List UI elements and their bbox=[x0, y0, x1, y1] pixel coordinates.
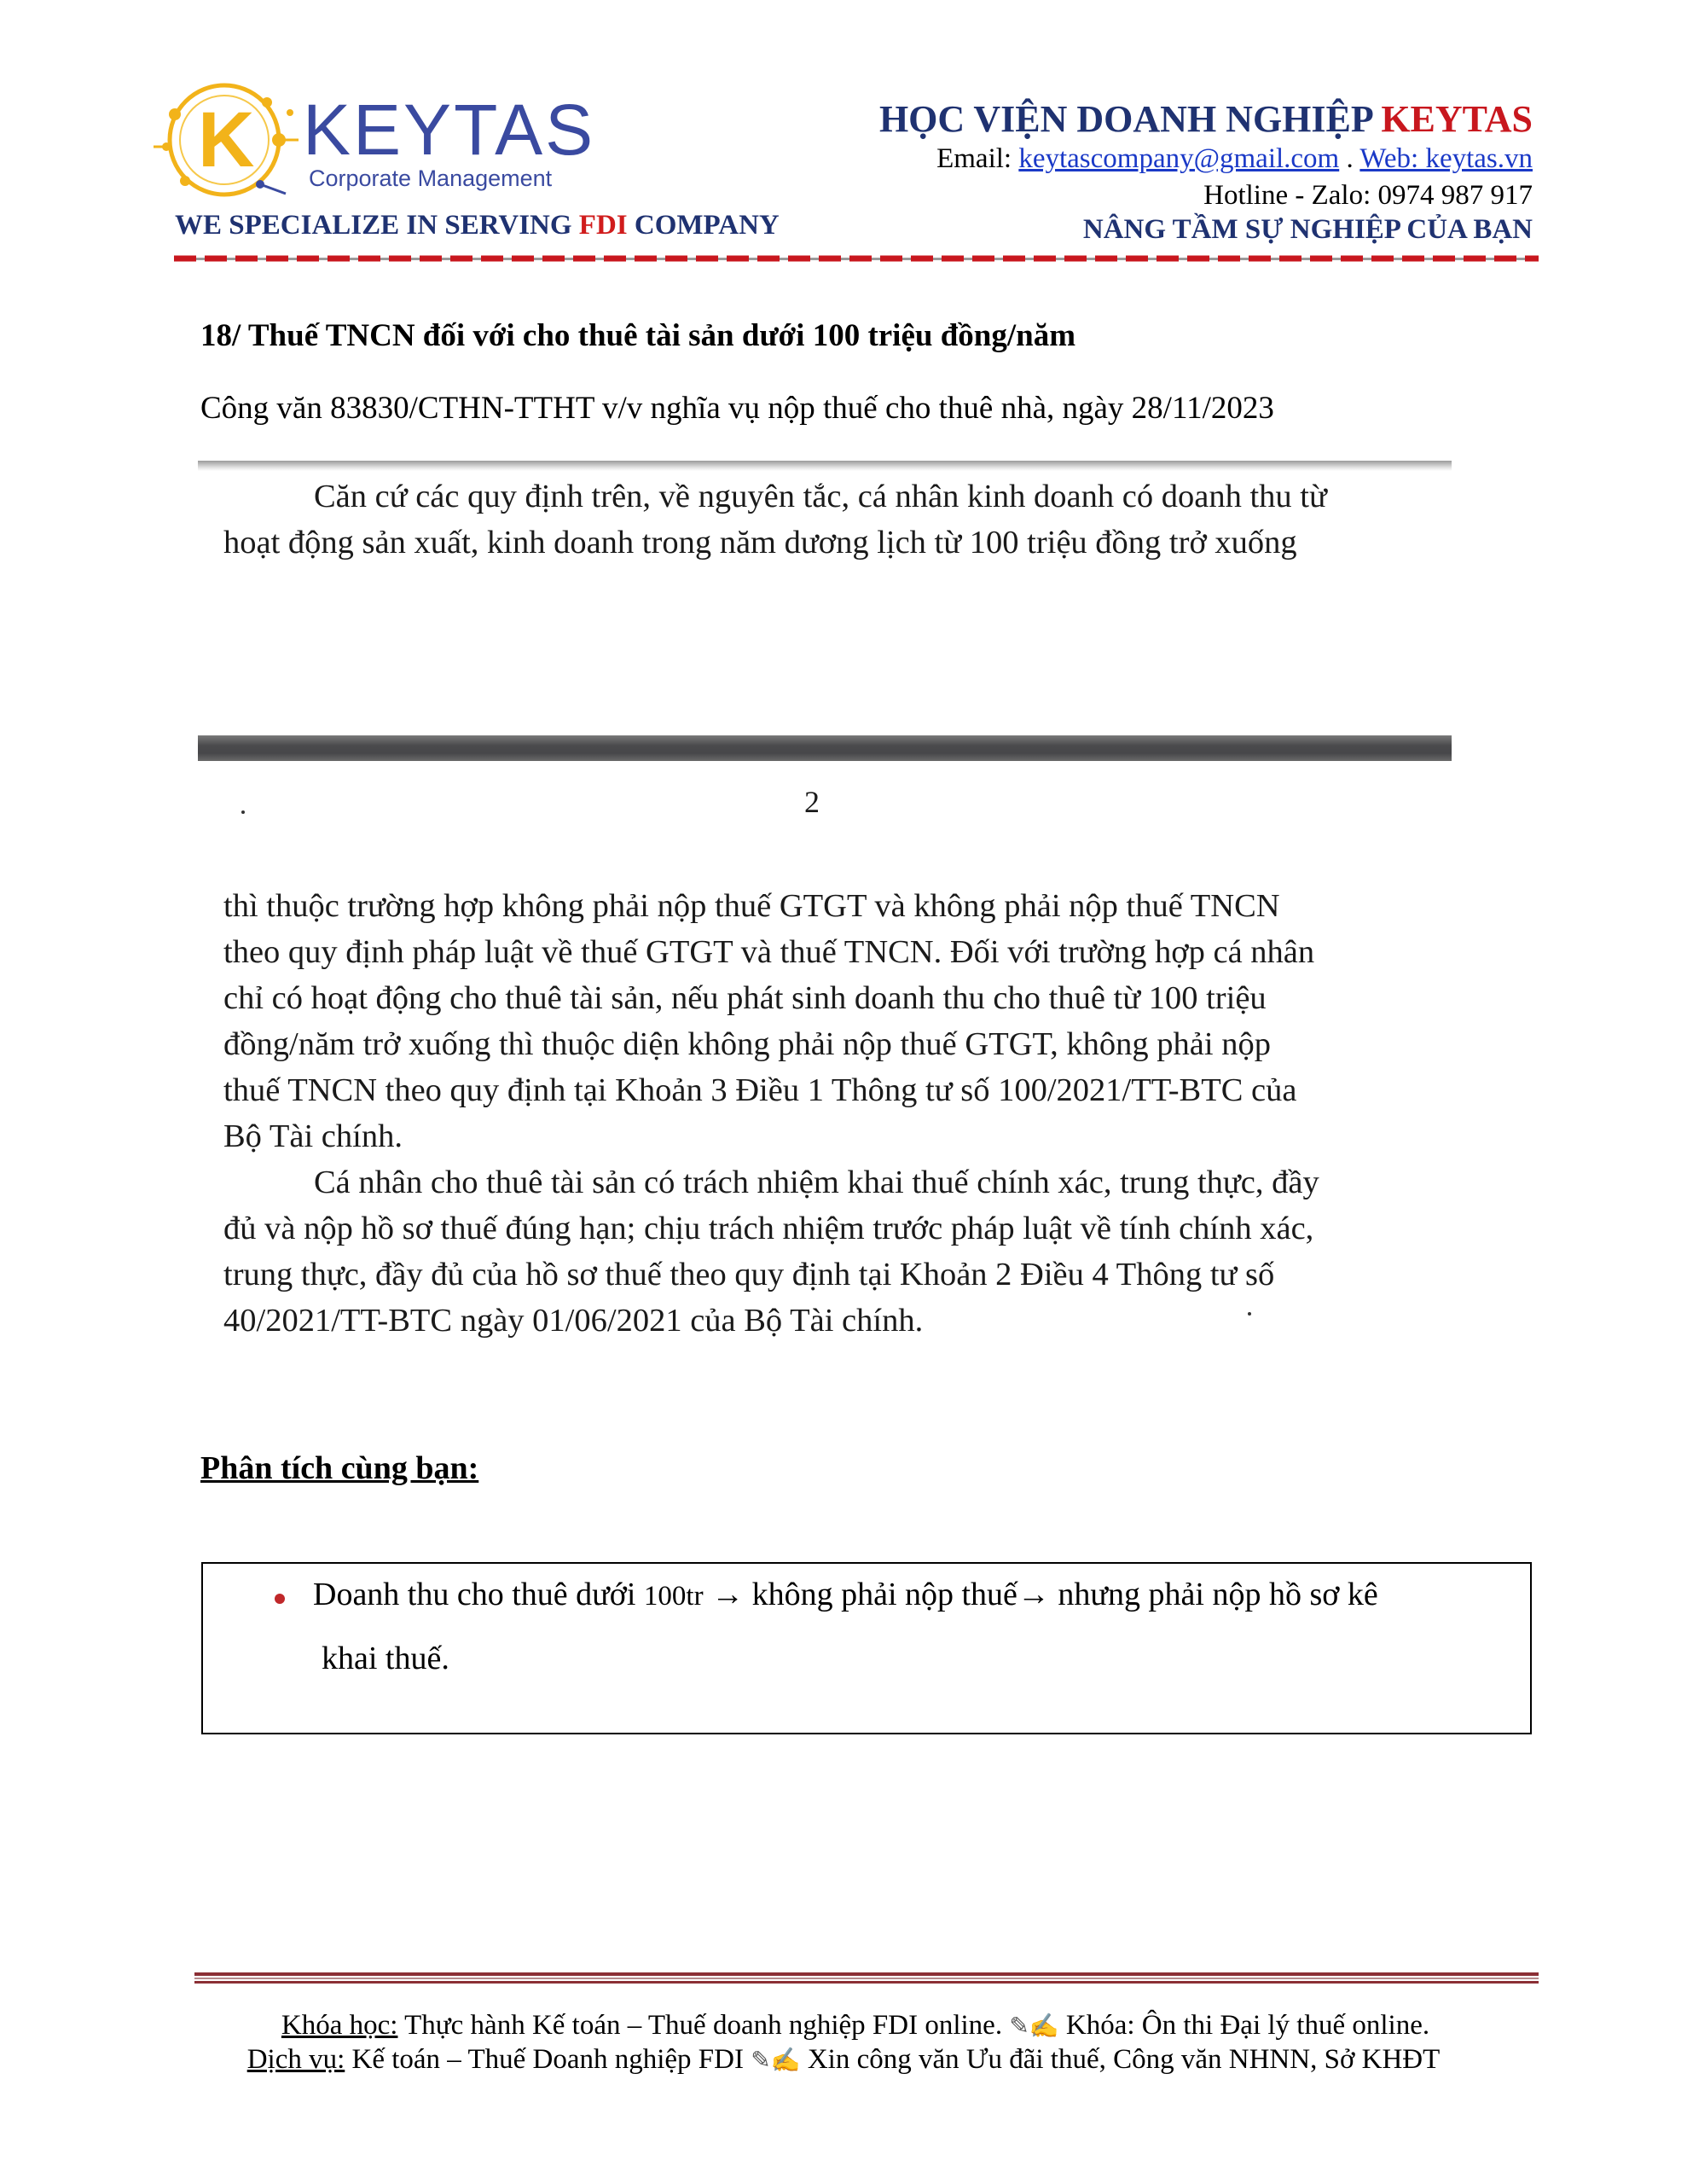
scan-speck bbox=[1248, 1312, 1251, 1316]
section-title: 18/ Thuế TNCN đối với cho thuê tài sản dưới 100 triệu đồng/năm bbox=[200, 318, 1076, 353]
scan-line: chỉ có hoạt động cho thuê tài sản, nếu phát sinh doanh thu cho thuê từ 100 triệu bbox=[223, 980, 1267, 1016]
scan-line: 40/2021/TT-BTC ngày 01/06/2021 của Bộ Tài chính. bbox=[223, 1303, 924, 1339]
organization-name: HỌC VIỆN DOANH NGHIỆP KEYTAS bbox=[878, 98, 1533, 140]
scan-speck bbox=[241, 810, 245, 814]
hotline: Hotline - Zalo: 0974 987 917 bbox=[1203, 180, 1533, 211]
scanned-excerpt-1 bbox=[223, 473, 1327, 566]
bullet-dot-icon bbox=[275, 1594, 285, 1604]
footer-services: Dịch vụ: Kế toán – Thuế Doanh nghiệp FDI ✎✍ Xin công văn Ưu đãi thuế, Công văn NHNN, Sở KHĐT bbox=[246, 2044, 1441, 2075]
pen-icon: ✎✍ bbox=[1009, 2013, 1059, 2040]
footer-courses: Khóa học: Thực hành Kế toán – Thuế doanh nghiệp FDI online. ✎✍ Khóa: Ôn thi Đại lý thuế online. bbox=[281, 2010, 1430, 2041]
scan-line: đồng/năm trở xuống thì thuộc diện không phải nộp thuế GTGT, không phải nộp bbox=[223, 1026, 1271, 1062]
scan-line: đủ và nộp hồ sơ thuế đúng hạn; chịu trách nhiệm trước pháp luật về tính chính xác, bbox=[223, 1211, 1314, 1246]
document-reference: Công văn 83830/CTHN-TTHT v/v nghĩa vụ nộp thuế cho thuê nhà, ngày 28/11/2023 bbox=[200, 391, 1274, 426]
scan-line: Cá nhân cho thuê tài sản có trách nhiệm khai thuế chính xác, trung thực, đầy bbox=[314, 1165, 1319, 1200]
analysis-heading: Phân tích cùng bạn: bbox=[200, 1450, 479, 1486]
footer-divider bbox=[194, 1972, 1539, 1984]
scan-page-divider bbox=[198, 735, 1452, 761]
logo-subtitle: Corporate Management bbox=[309, 166, 553, 191]
scan-line: thuế TNCN theo quy định tại Khoản 3 Điều 1 Thông tư số 100/2021/TT-BTC của bbox=[223, 1072, 1297, 1108]
scanned-excerpt-2 bbox=[223, 883, 1319, 1344]
pen-icon: ✎✍ bbox=[751, 2048, 801, 2074]
logo-wordmark: KEYTAS bbox=[303, 90, 596, 170]
email-link[interactable]: keytascompany@gmail.com bbox=[1018, 143, 1340, 174]
logo-letter: K bbox=[198, 96, 255, 183]
company-tagline: WE SPECIALIZE IN SERVING FDI COMPANY bbox=[175, 210, 780, 241]
scan-line: Bộ Tài chính. bbox=[223, 1118, 403, 1154]
slogan: NÂNG TẦM SỰ NGHIỆP CỦA BẠN bbox=[1082, 214, 1533, 245]
analysis-bullet-line-1: Doanh thu cho thuê dưới 100tr → không phải nộp thuế→ nhưng phải nộp hồ sơ kê bbox=[313, 1577, 1378, 1612]
scan-line: theo quy định pháp luật về thuế GTGT và thuế TNCN. Đối với trường hợp cá nhân bbox=[223, 934, 1315, 970]
analysis-bullet-line-2: khai thuế. bbox=[322, 1641, 449, 1676]
scan-line: Căn cứ các quy định trên, về nguyên tắc, cá nhân kinh doanh có doanh thu từ bbox=[314, 479, 1327, 514]
scan-line: hoạt động sản xuất, kinh doanh trong năm dương lịch từ 100 triệu đồng trở xuống bbox=[223, 525, 1297, 561]
header-divider bbox=[174, 254, 1539, 266]
scan-line: thì thuộc trường hợp không phải nộp thuế GTGT và không phải nộp thuế TNCN bbox=[223, 888, 1280, 924]
website-link[interactable]: Web: keytas.vn bbox=[1359, 143, 1533, 174]
contact-line: Email: keytascompany@gmail.com . Web: keytas.vn bbox=[936, 143, 1533, 174]
scan-line: trung thực, đầy đủ của hồ sơ thuế theo quy định tại Khoản 2 Điều 4 Thông tư số bbox=[223, 1257, 1275, 1292]
scan-top-edge bbox=[198, 461, 1452, 471]
scan-page-number: 2 bbox=[804, 785, 820, 819]
